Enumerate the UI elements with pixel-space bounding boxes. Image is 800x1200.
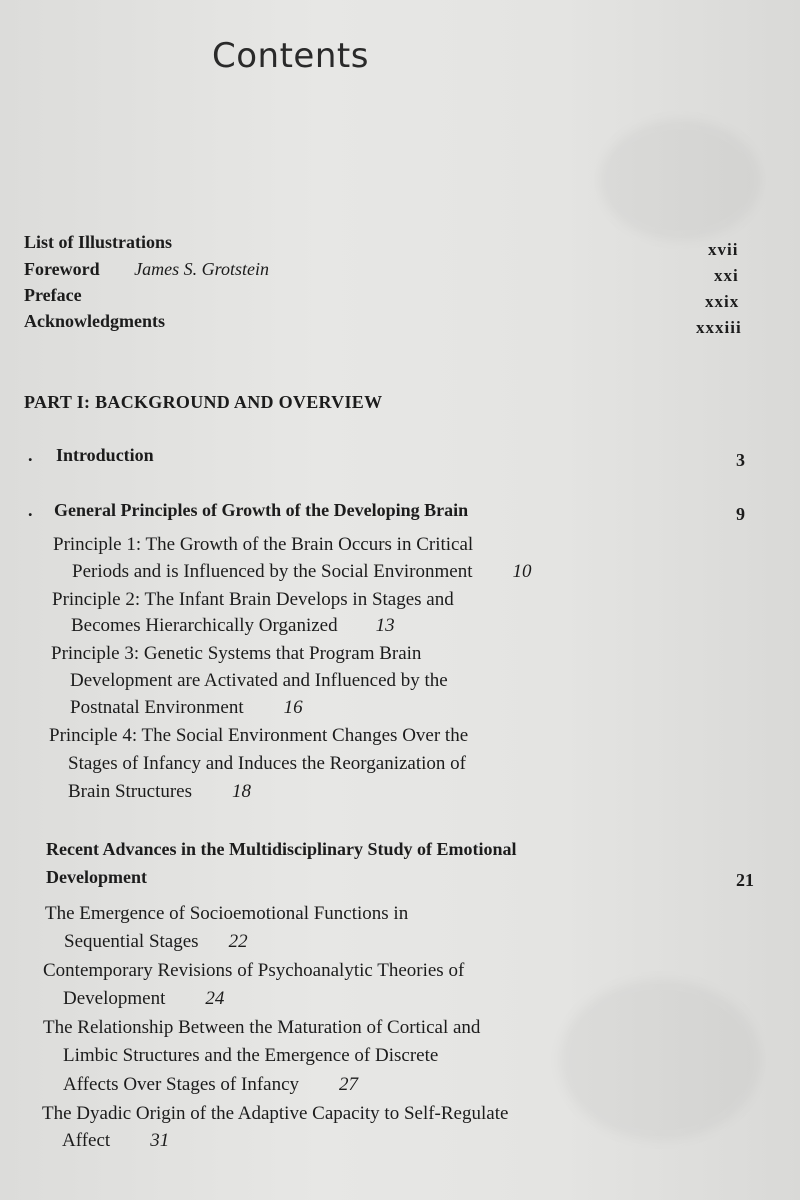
toc-entry-list-of-illustrations — [24, 232, 172, 253]
toc-entry-label: List of Illustrations — [24, 232, 173, 252]
section-line — [64, 931, 248, 953]
chapter-page: 9 — [736, 504, 745, 524]
chapter-number: . — [28, 445, 33, 465]
section-page: 10 — [512, 561, 532, 582]
section-page: 16 — [283, 697, 303, 718]
chapter-page: 21 — [736, 870, 754, 890]
chapter-page: 3 — [736, 450, 745, 470]
chapter-number: . — [28, 500, 33, 520]
section-line: Limbic Structures and the Emergence of Discrete — [63, 1045, 439, 1066]
section-page: 27 — [339, 1074, 359, 1095]
section-line — [63, 1074, 358, 1096]
section-page: 13 — [375, 615, 395, 636]
page-shadow — [560, 980, 760, 1140]
section-line: Stages of Infancy and Induces the Reorganization of — [68, 753, 466, 774]
section-line — [68, 781, 251, 803]
toc-entry-label: Preface — [24, 285, 82, 305]
page-shadow — [600, 120, 760, 240]
section-line-text: Sequential Stages — [64, 931, 199, 952]
section-line: Principle 3: Genetic Systems that Program Brain — [51, 643, 422, 664]
section-line: The Emergence of Socioemotional Functions in — [45, 903, 409, 924]
toc-entry-preface — [24, 285, 82, 306]
section-line: Principle 4: The Social Environment Changes Over the — [49, 725, 469, 746]
toc-entry-author: James S. Grotstein — [134, 259, 269, 279]
section-line — [63, 988, 224, 1010]
section-line — [62, 1130, 169, 1152]
section-line: Principle 1: The Growth of the Brain Occurs in Critical — [53, 534, 474, 555]
section-line-text: Affects Over Stages of Infancy — [63, 1074, 300, 1095]
toc-entry-label: Acknowledgments — [24, 311, 166, 331]
section-line: Contemporary Revisions of Psychoanalytic Theories of — [43, 960, 465, 981]
part-heading: PART I: BACKGROUND AND OVERVIEW — [24, 392, 383, 412]
section-line — [70, 697, 303, 719]
section-page: 22 — [228, 931, 248, 952]
toc-entry-page: xxxiii — [696, 318, 742, 337]
toc-entry-acknowledgments — [24, 311, 165, 332]
section-line-text: Brain Structures — [68, 781, 193, 802]
section-line-text: Affect — [62, 1130, 111, 1151]
section-page: 31 — [150, 1130, 170, 1151]
section-line-text: Becomes Hierarchically Organized — [71, 615, 338, 636]
section-line — [72, 561, 532, 583]
section-line: The Relationship Between the Maturation of Cortical and — [43, 1017, 481, 1038]
section-line: The Dyadic Origin of the Adaptive Capacity to Self-Regulate — [42, 1103, 509, 1124]
toc-entry-page: xvii — [708, 240, 739, 259]
section-line — [71, 615, 395, 637]
chapter-title: Development — [46, 867, 147, 887]
page-title: Contents — [212, 36, 369, 76]
section-page: 18 — [232, 781, 252, 802]
section-line-text: Periods and is Influenced by the Social Environment — [72, 561, 473, 582]
toc-entry-label: Foreword — [24, 259, 100, 279]
toc-entry-page: xxi — [714, 266, 739, 285]
section-line-text: Development — [63, 988, 166, 1009]
section-line: Principle 2: The Infant Brain Develops in Stages and — [52, 589, 454, 610]
toc-entry-foreword — [24, 259, 269, 280]
chapter-title: Recent Advances in the Multidisciplinary Study of Emotional — [46, 839, 517, 859]
section-line: Development are Activated and Influenced by the — [70, 670, 448, 691]
section-line-text: Postnatal Environment — [70, 697, 244, 718]
toc-entry-page: xxix — [705, 292, 740, 311]
chapter-title: General Principles of Growth of the Developing Brain — [54, 500, 469, 520]
chapter-title: Introduction — [56, 445, 154, 465]
section-page: 24 — [205, 988, 225, 1009]
